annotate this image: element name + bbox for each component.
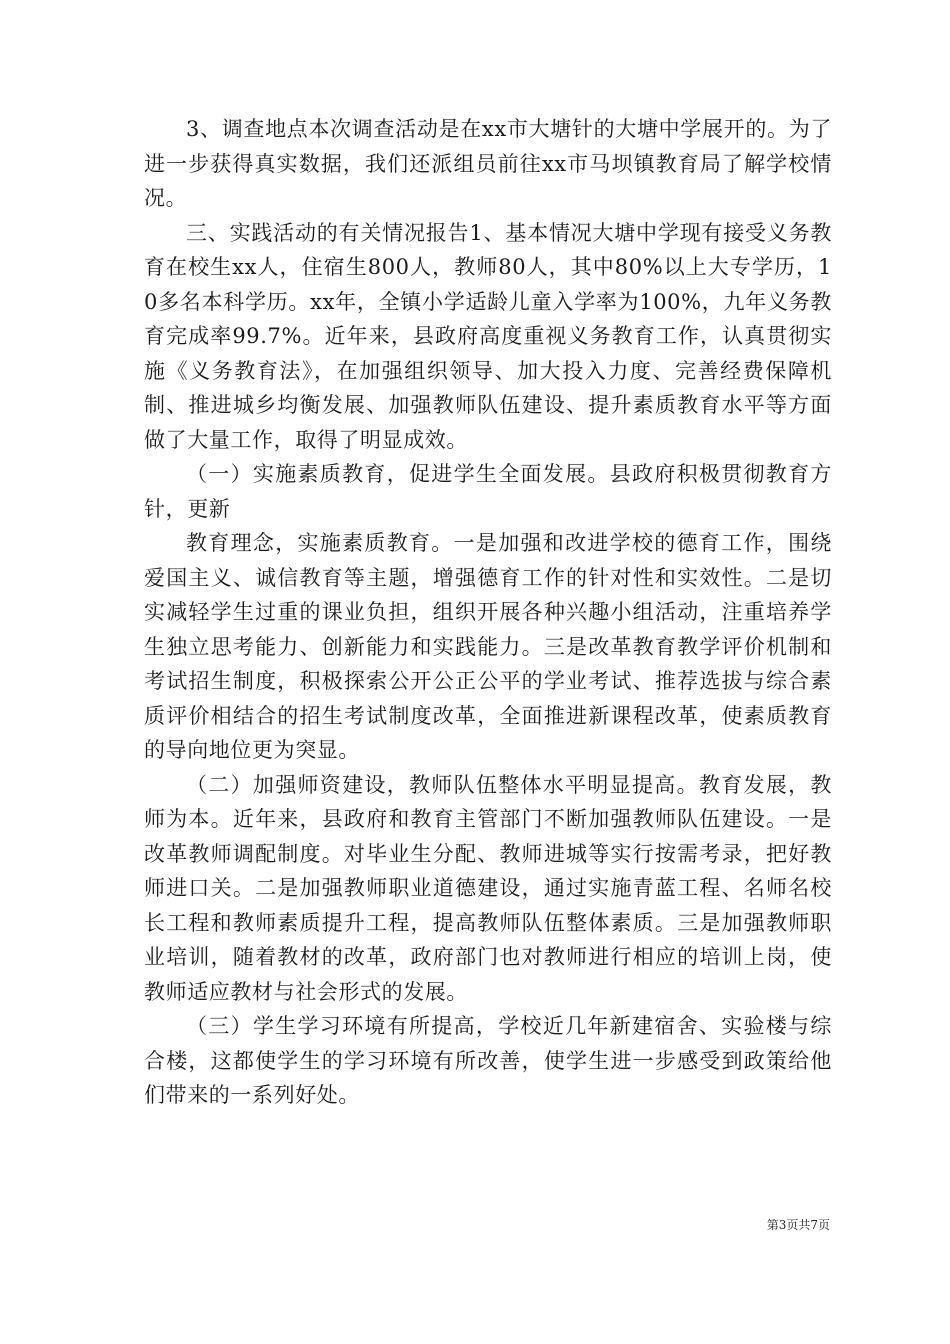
- paragraph-quality-education-body: 教育理念，实施素质教育。一是加强和改进学校的德育工作，围绕爱国主义、诚信教育等主题，增强德育工作的针对性和实效性。二是切实减轻学生过重的课业负担，组织开展各种兴趣小组活动，注重培养学生独立思考能力、创新能力和实践能力。三是改革教育教学评价机制和考试招生制度，积极探索公开公正公平的学业考试、推荐选拔与综合素质评价相结合的招生考试制度改革，全面推进新课程改革，使素质教育的导向地位更为突显。: [144, 531, 832, 762]
- paragraph-learning-environment: （三）学生学习环境有所提高，学校近几年新建宿舍、实验楼与综合楼，这都使学生的学习环境有所改善，使学生进一步感受到政策给他们带来的一系列好处。: [144, 1014, 832, 1107]
- paragraph-quality-education-heading: （一）实施素质教育，促进学生全面发展。县政府积极贯彻教育方针，更新: [144, 462, 832, 521]
- page-number: 第3页共7页: [766, 1218, 830, 1232]
- paragraph-teacher-building: （二）加强师资建设，教师队伍整体水平明显提高。教育发展，教师为本。近年来，县政府和教育主管部门不断加强教师队伍建设。一是改革教师调配制度。对毕业生分配、教师进城等实行按需考录，把好教师进口关。二是加强教师职业道德建设，通过实施青蓝工程、名师名校长工程和教师素质提升工程，提高教师队伍整体素质。三是加强教师职业培训，随着教材的改革，政府部门也对教师进行相应的培训上岗，使教师适应教材与社会形式的发展。: [144, 772, 832, 1004]
- paragraph-survey-location: 3、调查地点本次调查活动是在xx市大塘针的大塘中学展开的。为了进一步获得真实数据，我们还派组员前往xx市马坝镇教育局了解学校情况。: [144, 117, 832, 210]
- paragraph-activity-report: 三、实践活动的有关情况报告1、基本情况大塘中学现有接受义务教育在校生xx人，住宿生800人，教师80人，其中80%以上大专学历，10多名本科学历。xx年，全镇小学适龄儿童入学率为100%，九年义务教育完成率99.7%。近年来，县政府高度重视义务教育工作，认真贯彻实施《义务教育法》，在加强组织领导、加大投入力度、完善经费保障机制、推进城乡均衡发展、加强教师队伍建设、提升素质教育水平等方面做了大量工作，取得了明显成效。: [144, 220, 832, 452]
- document-body: [144, 112, 832, 1113]
